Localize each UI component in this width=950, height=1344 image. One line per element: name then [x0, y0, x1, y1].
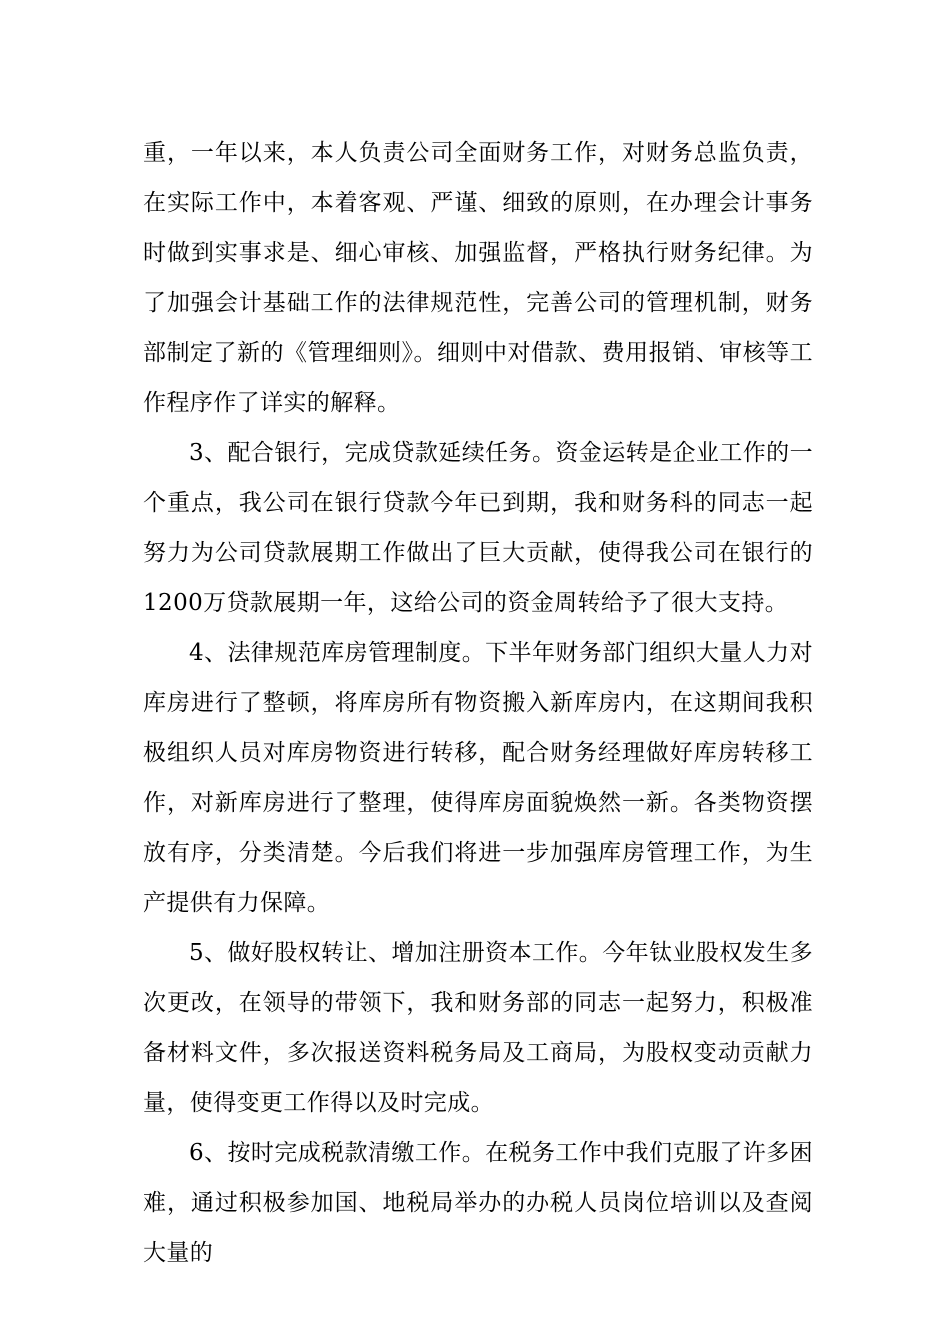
document-body: [143, 128, 813, 1278]
paragraph-item-3: 3、配合银行，完成贷款延续任务。资金运转是企业工作的一个重点，我公司在银行贷款今年已到期，我和财务科的同志一起努力为公司贷款展期工作做出了巨大贡献，使得我公司在银行的1200万贷款展期一年，这给公司的资金周转给予了很大支持。: [143, 440, 813, 616]
paragraph-item-5: 5、做好股权转让、增加注册资本工作。今年钛业股权发生多次更改，在领导的带领下，我和财务部的同志一起努力，积极准备材料文件，多次报送资料税务局及工商局，为股权变动贡献力量，使得变更工作得以及时完成。: [143, 940, 813, 1116]
paragraph-item-6: 6、按时完成税款清缴工作。在税务工作中我们克服了许多困难，通过积极参加国、地税局举办的办税人员岗位培训以及查阅大量的: [143, 1140, 813, 1266]
paragraph-continuation: 重，一年以来，本人负责公司全面财务工作，对财务总监负责，在实际工作中，本着客观、严谨、细致的原则，在办理会计事务时做到实事求是、细心审核、加强监督，严格执行财务纪律。为了加强会计基础工作的法律规范性，完善公司的管理机制，财务部制定了新的《管理细则》。细则中对借款、费用报销、审核等工作程序作了详实的解释。: [143, 140, 813, 416]
paragraph-item-4: 4、法律规范库房管理制度。下半年财务部门组织大量人力对库房进行了整顿，将库房所有物资搬入新库房内，在这期间我积极组织人员对库房物资进行转移，配合财务经理做好库房转移工作，对新库房进行了整理，使得库房面貌焕然一新。各类物资摆放有序，分类清楚。今后我们将进一步加强库房管理工作，为生产提供有力保障。: [143, 640, 813, 916]
